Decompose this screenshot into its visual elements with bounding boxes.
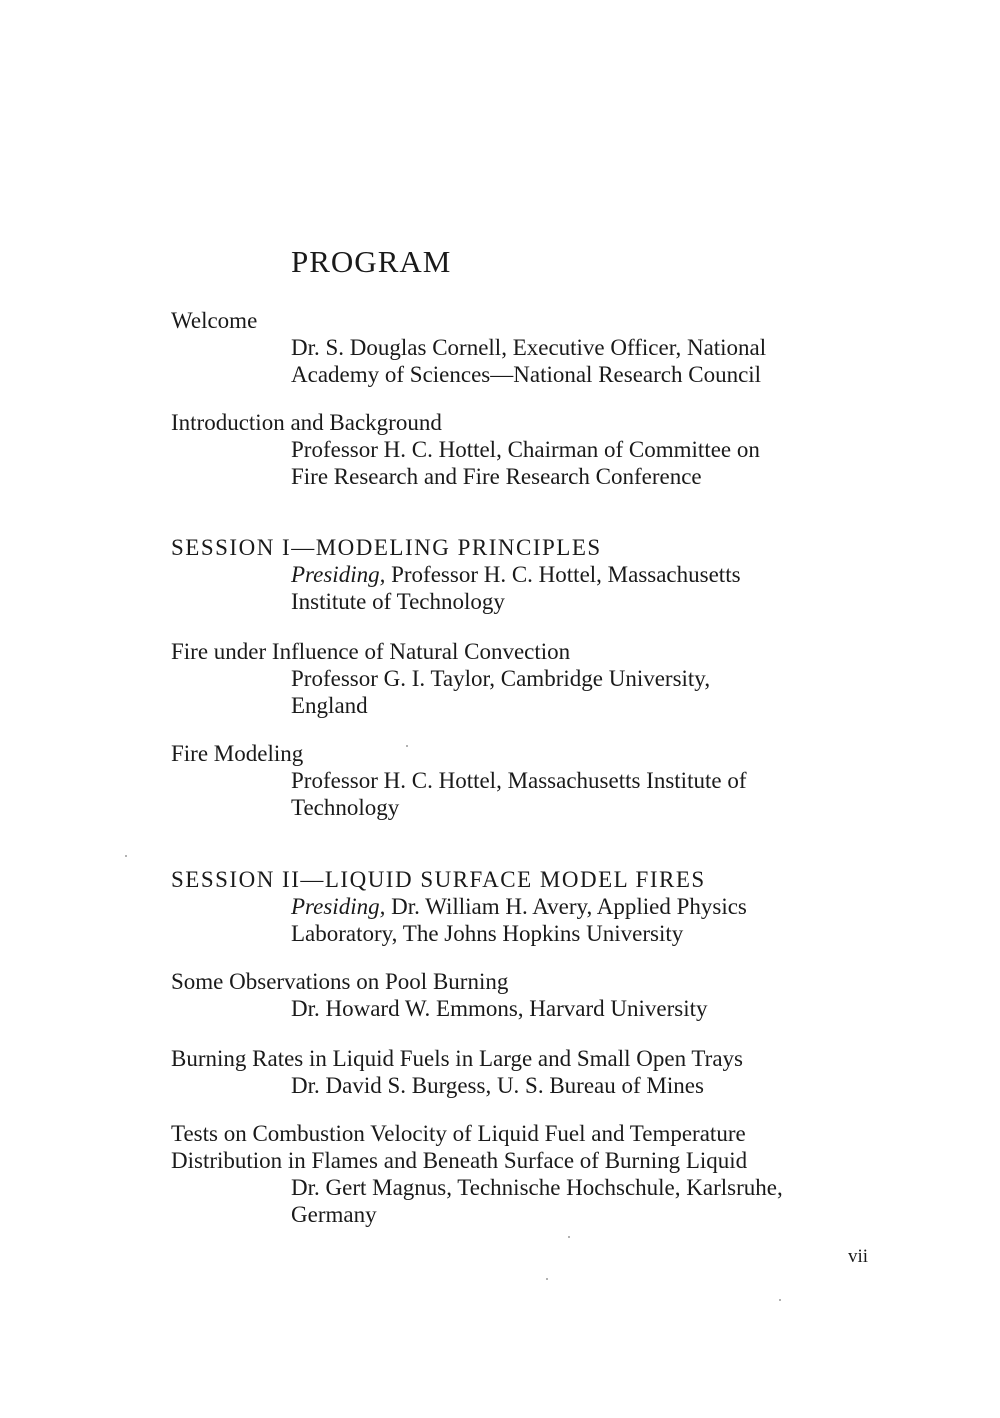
item-heading: Distribution in Flames and Beneath Surface of Burning Liquid xyxy=(171,1148,748,1173)
item-heading: Fire Modeling xyxy=(171,741,304,766)
program-item-burning-rates xyxy=(171,1045,869,1099)
page-number: vii xyxy=(848,1246,869,1267)
item-detail-line: England xyxy=(291,693,368,718)
item-heading: Tests on Combustion Velocity of Liquid Fuel and Temperature xyxy=(171,1121,746,1146)
presiding-line xyxy=(291,561,869,588)
item-heading: Fire under Influence of Natural Convection xyxy=(171,639,571,664)
scan-speck xyxy=(568,1236,570,1238)
item-detail-line: Dr. S. Douglas Cornell, Executive Officer, National xyxy=(291,335,767,360)
item-detail-line: Dr. David S. Burgess, U. S. Bureau of Mines xyxy=(291,1073,704,1098)
program-item-combustion-velocity xyxy=(171,1120,869,1228)
session-1 xyxy=(171,534,869,615)
presiding-label: Presiding, xyxy=(291,562,386,587)
item-heading: Some Observations on Pool Burning xyxy=(171,969,509,994)
session-2 xyxy=(171,866,869,947)
presiding-text: Professor H. C. Hottel, Massachusetts xyxy=(385,562,741,587)
item-detail-line: Dr. Gert Magnus, Technische Hochschule, Karlsruhe, xyxy=(291,1175,783,1200)
item-heading: Introduction and Background xyxy=(171,410,442,435)
program-item-fire-modeling xyxy=(171,740,869,821)
scan-speck xyxy=(546,1278,548,1280)
item-heading: Welcome xyxy=(171,308,258,333)
item-detail-line: Technology xyxy=(291,795,400,820)
item-detail-line: Professor H. C. Hottel, Massachusetts Institute of xyxy=(291,768,747,793)
item-detail-line: Institute of Technology xyxy=(291,589,505,614)
item-detail-line: Professor G. I. Taylor, Cambridge University, xyxy=(291,666,711,691)
session-heading: SESSION I—MODELING PRINCIPLES xyxy=(171,535,602,560)
item-detail-line: Academy of Sciences—National Research Council xyxy=(291,362,762,387)
item-detail-line: Professor H. C. Hottel, Chairman of Committee on xyxy=(291,437,760,462)
item-detail-line: Dr. Howard W. Emmons, Harvard University xyxy=(291,996,708,1021)
scan-speck xyxy=(779,1299,781,1301)
item-heading: Burning Rates in Liquid Fuels in Large and Small Open Trays xyxy=(171,1046,743,1071)
program-item-natural-convection xyxy=(171,638,869,719)
presiding-text: Dr. William H. Avery, Applied Physics xyxy=(385,894,747,919)
program-item-welcome xyxy=(171,307,869,388)
item-detail-line: Germany xyxy=(291,1202,377,1227)
scan-speck xyxy=(125,855,127,857)
page-title: PROGRAM xyxy=(291,244,452,279)
presiding-label: Presiding, xyxy=(291,894,386,919)
presiding-line xyxy=(291,893,869,920)
item-detail-line: Laboratory, The Johns Hopkins University xyxy=(291,921,684,946)
item-detail-line: Fire Research and Fire Research Conference xyxy=(291,464,702,489)
program-item-introduction xyxy=(171,409,869,490)
session-heading: SESSION II—LIQUID SURFACE MODEL FIRES xyxy=(171,867,706,892)
scan-speck xyxy=(406,745,408,747)
program-item-pool-burning xyxy=(171,968,869,1022)
